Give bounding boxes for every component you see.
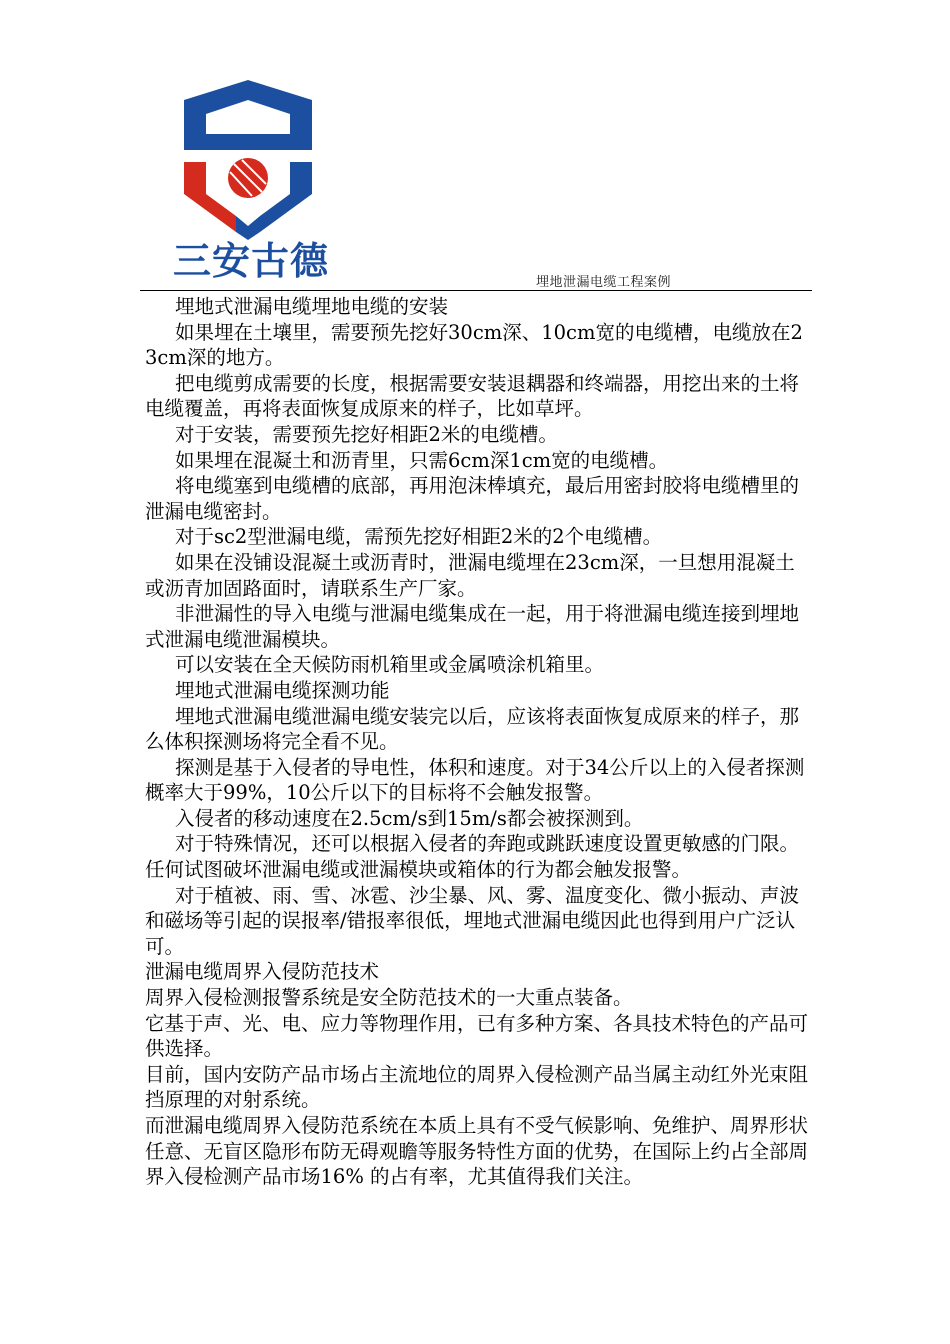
paragraph: 入侵者的移动速度在2.5cm/s到15m/s都会被探测到。	[175, 806, 644, 830]
header-divider	[140, 290, 812, 291]
paragraph: 对于特殊情况，还可以根据入侵者的奔跑或跳跃速度设置更敏感的门限。任何试图破坏泄漏电缆或泄漏模块或箱体的行为都会触发报警。	[145, 832, 800, 882]
paragraph: 如果埋在土壤里，需要预先挖好30cm深、10cm宽的电缆槽，电缆放在23cm深的地方。	[145, 320, 803, 370]
paragraph: 非泄漏性的导入电缆与泄漏电缆集成在一起，用于将泄漏电缆连接到埋地式泄漏电缆泄漏模块。	[145, 602, 800, 651]
logo-text: 三安古德	[172, 239, 329, 283]
paragraph: 将电缆塞到电缆槽的底部，再用泡沫棒填充，最后用密封胶将电缆槽里的泄漏电缆密封。	[145, 474, 800, 523]
header-caption: 埋地泄漏电缆工程案例	[536, 275, 672, 290]
paragraph: 它基于声、光、电、应力等物理作用，已有多种方案、各具技术特色的产品可供选择。	[145, 1011, 809, 1061]
section-heading: 埋地式泄漏电缆埋地电缆的安装	[175, 295, 449, 318]
section-heading: 泄漏电缆周界入侵防范技术	[145, 960, 380, 984]
paragraph: 周界入侵检测报警系统是安全防范技术的一大重点装备。	[145, 986, 633, 1010]
paragraph: 对于植被、雨、雪、冰雹、沙尘暴、风、雾、温度变化、微小振动、声波和磁场等引起的误报率/错报率很低，埋地式泄漏电缆因此也得到用户广泛认可。	[145, 883, 800, 958]
paragraph: 可以安装在全天候防雨机箱里或金属喷涂机箱里。	[175, 653, 605, 677]
paragraph: 如果埋在混凝土和沥青里，只需6cm深1cm宽的电缆槽。	[175, 448, 669, 472]
paragraph: 目前，国内安防产品市场占主流地位的周界入侵检测产品当属主动红外光束阻挡原理的对射系统。	[145, 1062, 809, 1112]
paragraph: 对于sc2型泄漏电缆，需预先挖好相距2米的2个电缆槽。	[175, 525, 663, 549]
paragraph: 如果在没铺设混凝土或沥青时，泄漏电缆埋在23cm深，一旦想用混凝土或沥青加固路面时，请联系生产厂家。	[145, 550, 795, 600]
paragraph: 探测是基于入侵者的导电性，体积和速度。对于34公斤以上的入侵者探测概率大于99%，10公斤以下的目标将不会触发报警。	[145, 755, 805, 805]
paragraph: 埋地式泄漏电缆泄漏电缆安装完以后，应该将表面恢复成原来的样子，那么体积探测场将完全看不见。	[145, 704, 800, 754]
paragraph: 对于安装，需要预先挖好相距2米的电缆槽。	[175, 422, 558, 446]
document-body	[145, 294, 813, 1190]
paragraph: 而泄漏电缆周界入侵防范系统在本质上具有不受气候影响、免维护、周界形状任意、无盲区隐形布防无碍观瞻等服务特性方面的优势，在国际上约占全部周界入侵检测产品市场16% 的占有率，尤其值得我们关注。	[145, 1114, 809, 1189]
company-logo	[140, 66, 358, 284]
paragraph: 把电缆剪成需要的长度，根据需要安装退耦器和终端器，用挖出来的土将电缆覆盖，再将表面恢复成原来的样子，比如草坪。	[145, 371, 800, 421]
section-heading: 埋地式泄漏电缆探测功能	[175, 678, 390, 702]
